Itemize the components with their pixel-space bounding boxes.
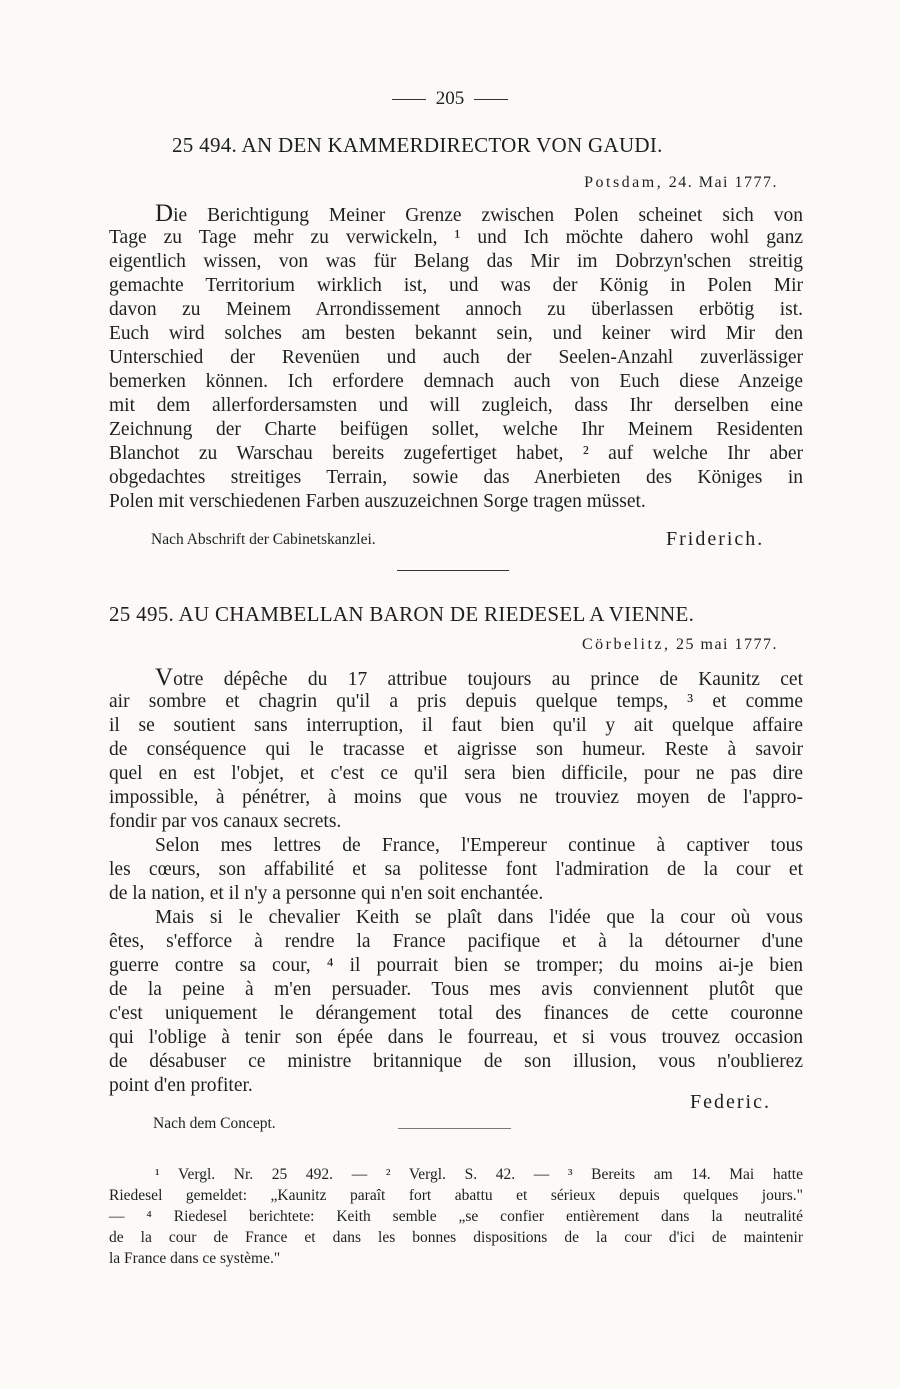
letter-2-line: les cœurs, son affabilité et sa politesse font l'admiration de la cour et [109, 859, 803, 880]
letter-2-line: point d'en profiter. [109, 1075, 253, 1096]
letter-2-dateline [582, 636, 778, 654]
letter-1-line: obgedachtes streitiges Terrain, sowie das Anerbieten des Königes in [109, 467, 803, 488]
letter-2-source: Nach dem Concept. [153, 1115, 276, 1132]
letter-2-line: fondir par vos canaux secrets. [109, 811, 342, 832]
footnote-line: ¹ Vergl. Nr. 25 492. — ² Vergl. S. 42. — ³ Bereits am 14. Mai hatte [155, 1166, 803, 1183]
letter-2-date: 25 mai 1777. [676, 636, 778, 653]
footnote-divider [398, 1128, 511, 1129]
letter-2-line: qui l'oblige à tenir son épée dans le fourreau, et si vous trouvez occasion [109, 1027, 803, 1048]
letter-1-line: bemerken können. Ich erfordere demnach auch von Euch diese Anzeige [109, 371, 803, 392]
letter-2-line: êtes, s'efforce à rendre la France pacifique et à la détourner d'une [109, 931, 803, 952]
letter-1-line: Tage zu Tage mehr zu verwickeln, ¹ und Ich möchte dahero wohl ganz [109, 227, 803, 248]
letter-1-line: Polen mit verschiedenen Farben auszuzeichnen Sorge tragen müsset. [109, 491, 646, 512]
footnote-line: — ⁴ Riedesel berichtete: Keith semble „se confier entièrement dans la neutralité [109, 1208, 803, 1225]
letter-1-line: mit dem allerfordersamsten und will zugleich, dass Ihr derselben eine [109, 395, 803, 416]
letter-1-line: Blanchot zu Warschau bereits zugefertiget habet, ² auf welche Ihr aber [109, 443, 803, 464]
footnote-line: de la cour de France et dans les bonnes dispositions de la cour d'ici de maintenir [109, 1229, 803, 1246]
letter-2-line: Mais si le chevalier Keith se plaît dans l'idée que la cour où vous [155, 907, 803, 928]
letter-2-line: de la peine à m'en persuader. Tous mes avis conviennent plutôt que [109, 979, 803, 1000]
letter-2-line: il se soutient sans interruption, il faut bien qu'il y ait quelque affaire [109, 715, 803, 736]
letter-1-line: Euch wird solches am besten bekannt sein, und keiner wird Mir den [109, 323, 803, 344]
letter-1-line: Die Berichtigung Meiner Grenze zwischen Polen scheinet sich von [155, 200, 803, 227]
letter-2-line: quel en est l'objet, et c'est ce qu'il sera bien difficile, pour ne pas dire [109, 763, 803, 784]
letter-2-heading: 25 495. AU CHAMBELLAN BARON DE RIEDESEL A VIENNE. [109, 602, 695, 626]
dash-left [392, 99, 426, 100]
letter-1-line: gemachte Territorium wirklich ist, und was der König in Polen Mir [109, 275, 803, 296]
letter-1-date: 24. Mai 1777. [668, 174, 778, 191]
letter-2-line: guerre contre sa cour, ⁴ il pourrait bien se tromper; du moins ai-je bien [109, 955, 803, 976]
letter-1-heading: 25 494. AN DEN KAMMERDIRECTOR VON GAUDI. [172, 133, 663, 157]
letter-1-line: Unterschied der Revenüen und auch der Seelen-Anzahl zuverlässiger [109, 347, 803, 368]
letter-1-line: Zeichnung der Charte beifügen sollet, welche Ihr Meinem Residenten [109, 419, 803, 440]
letter-1-dateline [584, 174, 778, 192]
letter-2-line: Votre dépêche du 17 attribue toujours au prince de Kaunitz cet [155, 664, 803, 691]
letter-1-signature: Friderich. [666, 528, 765, 550]
page-number-line [0, 88, 900, 110]
letter-2-line: impossible, à pénétrer, à moins que vous ne trouviez moyen de l'appro- [109, 787, 803, 808]
letter-2-line: de conséquence qui le tracasse et aigrisse son humeur. Reste à savoir [109, 739, 803, 760]
letter-1-line: eigentlich wissen, von was für Belang das Mir im Dobrzyn'schen streitig [109, 251, 803, 272]
footnote-line: Riedesel gemeldet: „Kaunitz paraît fort abattu et sérieux depuis quelques jours." [109, 1187, 803, 1204]
letter-2-line: de désabuser ce ministre britannique de son illusion, vous n'oublierez [109, 1051, 803, 1072]
letter-2-line: de la nation, et il n'y a personne qui n'en soit enchantée. [109, 883, 544, 904]
section-divider [397, 570, 509, 571]
letter-2-line: Selon mes lettres de France, l'Empereur continue à captiver tous [155, 835, 803, 856]
letter-2-place: Cörbelitz, [581, 636, 671, 653]
footnote-line: la France dans ce système." [109, 1250, 281, 1267]
letter-1-line: davon zu Meinem Arrondissement annoch zu überlassen erbötig ist. [109, 299, 803, 320]
dash-right [474, 99, 508, 100]
letter-2-signature: Federic. [690, 1091, 771, 1113]
page-number: 205 [435, 88, 465, 109]
letter-1-source: Nach Abschrift der Cabinetskanzlei. [151, 531, 376, 548]
letter-2-line: c'est uniquement le dérangement total des finances de cette couronne [109, 1003, 803, 1024]
letter-2-line: air sombre et chagrin qu'il a pris depuis quelque temps, ³ et comme [109, 691, 803, 712]
letter-1-place: Potsdam, [584, 174, 664, 191]
